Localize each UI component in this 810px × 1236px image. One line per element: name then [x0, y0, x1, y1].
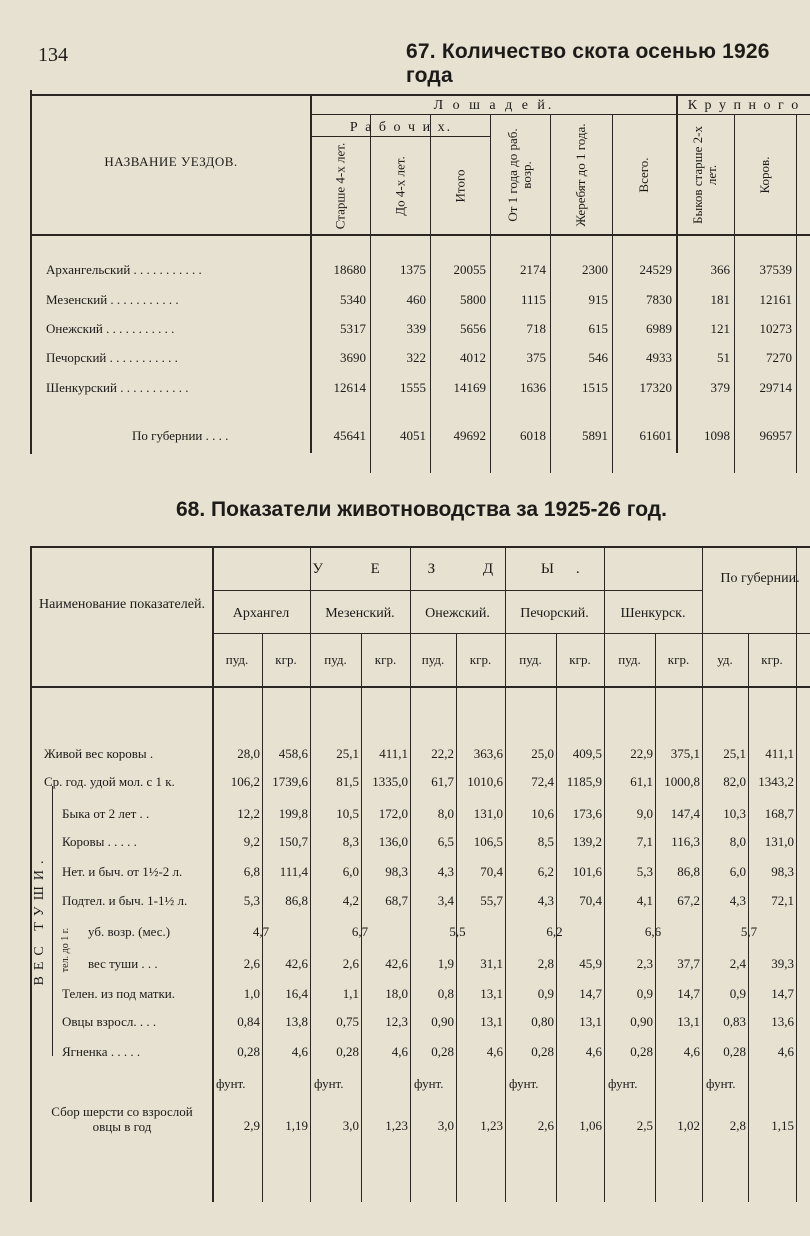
table2-funt-label: фунт. [414, 1076, 444, 1091]
table1-col-rule [490, 115, 491, 473]
table1-cell: 5340 [340, 292, 366, 307]
table2-funt-label: фунт. [314, 1076, 344, 1091]
table2-cell: 4,3 [537, 893, 554, 908]
table2-unit-header: кгр. [667, 652, 690, 667]
table1-cell: 12161 [759, 292, 792, 307]
table2-unit-header: кгр. [569, 652, 591, 667]
table2-cell: 13,1 [579, 1014, 602, 1029]
table2-cell: 2,5 [636, 1118, 653, 1133]
table2-cell: 61,7 [431, 774, 454, 789]
table2-age-cell: 5,5 [449, 924, 466, 939]
table1-cell: 2174 [520, 262, 546, 277]
table2-age-cell: 5,7 [740, 924, 758, 939]
table2-cell: 13,6 [771, 1014, 794, 1029]
table2-cell: 14,7 [579, 986, 602, 1001]
table2-row-name: Ягненка . . . . . [62, 1044, 141, 1059]
table1-cell: 1115 [520, 292, 546, 307]
table1-col-rule [612, 115, 613, 473]
table1-cell: 121 [710, 321, 730, 336]
table2-row-name: Живой вес коровы . [44, 746, 154, 761]
table2-cell: 45,9 [579, 956, 602, 971]
table2-row-name: Телен. из под матки. [62, 986, 175, 1001]
table2-side-label: ВЕС ТУШИ. [32, 854, 47, 986]
table2-cell: 5,3 [243, 893, 260, 908]
table2-cell: 2,4 [729, 956, 746, 971]
table2-cell: 458,6 [278, 746, 308, 761]
table2-cell: 1000,8 [664, 774, 700, 789]
table1-horses-header: Л о ш а д е й. [433, 98, 555, 113]
table2-unit-header: кгр. [374, 652, 397, 667]
table1-cell: 322 [406, 350, 426, 365]
table2-cell: 0,28 [237, 1044, 260, 1059]
table1-total-cell: 5891 [582, 428, 608, 443]
table2-cell: 168,7 [764, 806, 794, 821]
table1-col-header: Всего. [636, 157, 651, 193]
table2-row-name: Быка от 2 лет . . [62, 806, 150, 821]
table1-col-header: Быков старше 2-х лет. [690, 126, 719, 224]
table1-cell: 915 [588, 292, 608, 307]
table2-cell: 8,5 [537, 834, 554, 849]
table1-cell: 51 [717, 350, 730, 365]
table1-cell: 3690 [340, 350, 366, 365]
table1-total-cell: 4051 [400, 428, 426, 443]
table1-col-header: Коров. [757, 156, 772, 194]
table2-row-name: Овцы взросл. . . . [62, 1014, 157, 1029]
table2-cell: 1,06 [579, 1118, 602, 1133]
table2-cell: 411,1 [765, 746, 794, 761]
table2-cell: 6,0 [342, 864, 359, 879]
table1-col-header: До 4-х лет. [392, 155, 407, 216]
table2-cell: 1,15 [771, 1118, 794, 1133]
table2-unit-header: пуд. [618, 652, 641, 667]
table2-cell: 0,28 [630, 1044, 653, 1059]
table2-calves-label: тел. до 1 г. [60, 927, 71, 973]
table2-cell: 1343,2 [758, 774, 794, 789]
table1-cell: 17320 [639, 380, 672, 395]
table2-cell: 0,80 [531, 1014, 554, 1029]
table2-cell: 363,6 [473, 746, 503, 761]
table2-cell: 1,1 [342, 986, 359, 1001]
table2-cell: 25,0 [531, 746, 554, 761]
table2-cell: 6,2 [537, 864, 554, 879]
table2-cell: 0,90 [431, 1014, 454, 1029]
table2-cell: 12,2 [237, 806, 260, 821]
table2-cell: 3,0 [437, 1118, 454, 1133]
table1-working-header: Р а б о ч и х. [349, 120, 453, 135]
table2-cell: 4,3 [437, 864, 454, 879]
table1-cell: 1375 [400, 262, 426, 277]
table2-cell: 173,6 [572, 806, 602, 821]
table1-col-rule [734, 115, 735, 473]
table2-cell: 16,4 [285, 986, 308, 1001]
table1-col-header: От 1 года до раб. возр. [505, 128, 534, 222]
table2-group-rule [212, 590, 702, 591]
table2-funt-label: фунт. [706, 1076, 736, 1091]
table1-cell: 615 [588, 321, 608, 336]
table1-left-rule [30, 90, 32, 454]
table2-cell: 4,1 [636, 893, 653, 908]
table2-cell: 67,2 [677, 893, 700, 908]
table2-cell: 131,0 [764, 834, 794, 849]
table2-cell: 25,1 [723, 746, 746, 761]
table2-cell: 86,8 [677, 864, 700, 879]
table2-district-header: Мезенский. [325, 606, 395, 621]
table2-unit-header: пуд. [519, 652, 542, 667]
table2-cell: 172,0 [378, 806, 408, 821]
table2-cell: 106,2 [230, 774, 260, 789]
table2-cell: 199,8 [278, 806, 308, 821]
table2-cell: 150,7 [278, 834, 308, 849]
table1-cell: 718 [526, 321, 546, 336]
table2-cell: 0,9 [537, 986, 554, 1001]
table1-cell: 1555 [400, 380, 426, 395]
table2-col-rule [456, 634, 457, 1202]
table2-districts-header: У Е З Д Ы. [312, 561, 602, 577]
table1-cell: 7270 [766, 350, 792, 365]
table2-age-cell: 4,7 [252, 924, 270, 939]
table2-cell: 101,6 [572, 864, 602, 879]
table2-cell: 22,2 [431, 746, 454, 761]
table1-row-name: Онежский . . . . . . . . . . . [46, 321, 175, 336]
table2-cell: 106,5 [473, 834, 503, 849]
table2-cell: 14,7 [771, 986, 794, 1001]
table2-cell: 111,4 [279, 864, 308, 879]
table2-cell: 5,3 [636, 864, 653, 879]
table1-col-header: Жеребят до 1 года. [573, 123, 588, 227]
table2-unit-header: кгр. [469, 652, 492, 667]
table2-wool-name: Сбор шерсти со взрослой овцы в год [51, 1104, 193, 1134]
table1-cell: 181 [710, 292, 730, 307]
table1-large-header: К р у п н о г о [687, 98, 801, 113]
table2-row-name: вес туши . . . [88, 956, 158, 971]
table1-top-rule [30, 94, 810, 96]
table2-cell: 13,1 [480, 986, 503, 1001]
table2-name-header: Наименование показателей. [39, 597, 205, 612]
table2-cell: 2,6 [342, 956, 359, 971]
table2-cell: 10,5 [336, 806, 359, 821]
page-number: 134 [38, 44, 68, 66]
table2-cell: 42,6 [385, 956, 408, 971]
table2-cell: 42,6 [285, 956, 308, 971]
table2-col-rule [361, 634, 362, 1202]
table2-cell: 4,6 [391, 1044, 408, 1059]
table2-cell: 136,0 [378, 834, 408, 849]
table2-funt-label: фунт. [509, 1076, 539, 1091]
table2-district-header: Онежский. [425, 606, 490, 621]
table1-cell: 20055 [453, 262, 486, 277]
table1-cell: 1636 [520, 380, 546, 395]
table2-bracket-rule [52, 786, 53, 1056]
table1-cell: 4933 [646, 350, 672, 365]
table2-cell: 3,0 [342, 1118, 359, 1133]
table1-cell: 4012 [460, 350, 486, 365]
table2-cell: 4,6 [777, 1044, 794, 1059]
table2-cell: 0,28 [336, 1044, 359, 1059]
table2-age-cell: 6,7 [351, 924, 369, 939]
table2-cell: 411,1 [379, 746, 408, 761]
table2-cell: 9,0 [636, 806, 653, 821]
table2-cell: 4,6 [683, 1044, 700, 1059]
table1-cell: 12614 [333, 380, 366, 395]
table1-cell: 24529 [639, 262, 672, 277]
table2-unit-header: пуд. [421, 652, 445, 667]
table2-cell: 1185,9 [566, 774, 602, 789]
table2-cell: 1,23 [480, 1118, 503, 1133]
table2-cell: 131,0 [473, 806, 503, 821]
table2-age-cell: 6,2 [546, 924, 563, 939]
table2-cell: 6,8 [243, 864, 260, 879]
table2-cell: 8,3 [342, 834, 359, 849]
table2-cell: 72,4 [531, 774, 554, 789]
table1-row-name: Мезенский . . . . . . . . . . . [46, 292, 179, 307]
table1-name-header: НАЗВАНИЕ УЕЗДОВ. [104, 154, 238, 169]
table2-cell: 0,83 [723, 1014, 746, 1029]
table1-cell: 339 [406, 321, 426, 336]
table2-unit-header: уд. [717, 652, 733, 667]
table2-cell: 4,6 [291, 1044, 308, 1059]
table1-working-rule [310, 136, 490, 137]
table2-cell: 22,9 [630, 746, 653, 761]
table1-row-name: Шенкурский . . . . . . . . . . . [46, 380, 189, 395]
table1-cell: 1515 [582, 380, 608, 395]
table2-cell: 72,1 [771, 893, 794, 908]
table2-district-rule [212, 633, 810, 634]
table2-header-rule [30, 686, 810, 688]
table2-cell: 1739,6 [272, 774, 308, 789]
table2-cell: 6,0 [729, 864, 746, 879]
table2-col-rule [262, 634, 263, 1202]
table2-cell: 13,1 [480, 1014, 503, 1029]
table1-cell: 2300 [582, 262, 608, 277]
table2-col-rule [796, 548, 797, 1202]
table1-total-cell: 61601 [639, 428, 672, 443]
table2-cell: 81,5 [336, 774, 359, 789]
table2-district-header: Шенкурск. [620, 606, 686, 621]
table1-total-cell: 6018 [520, 428, 546, 443]
table2-col-rule [556, 634, 557, 1202]
table1-header-rule [30, 234, 810, 236]
table2-cell: 375,1 [670, 746, 700, 761]
table2-cell: 4,2 [342, 893, 359, 908]
table1-col-header: Старше 4-х лет. [332, 142, 347, 229]
table2-cell: 0,84 [237, 1014, 260, 1029]
table1-row-name: Печорский . . . . . . . . . . . [46, 350, 178, 365]
table1-cell: 18680 [333, 262, 366, 277]
table2-cell: 10,6 [531, 806, 554, 821]
table2-cell: 2,6 [537, 1118, 554, 1133]
table1-col-rule [430, 115, 431, 473]
table2-cell: 2,9 [243, 1118, 260, 1133]
table2-row-name: Коровы . . . . . [62, 834, 137, 849]
table2-cell: 2,8 [729, 1118, 746, 1133]
table1-cell: 379 [710, 380, 730, 395]
table1-total-cell: 1098 [704, 428, 730, 443]
table2-cell: 4,6 [486, 1044, 503, 1059]
table1-total-cell: 45641 [333, 428, 366, 443]
table2-row-name: уб. возр. (мес.) [88, 924, 171, 939]
table2-cell: 147,4 [670, 806, 700, 821]
table2-cell: 37,7 [677, 956, 700, 971]
table2-cell: 2,3 [636, 956, 653, 971]
table1-col-rule [550, 115, 551, 473]
table2-cell: 6,5 [437, 834, 454, 849]
table2-age-cell: 6,6 [644, 924, 662, 939]
table2-cell: 116,3 [671, 834, 700, 849]
table2-cell: 12,3 [385, 1014, 408, 1029]
table2-cell: 3,4 [437, 893, 454, 908]
table1-cell: 5800 [460, 292, 486, 307]
table2-cell: 1335,0 [372, 774, 408, 789]
table2-title: 68. Показатели животноводства за 1925-26 год. [176, 498, 667, 521]
table2-cell: 68,7 [385, 893, 408, 908]
table2-cell: 409,5 [572, 746, 602, 761]
table2-cell: 1,19 [285, 1118, 308, 1133]
table2-cell: 2,6 [243, 956, 260, 971]
table1-cell: 546 [588, 350, 608, 365]
table2-cell: 0,28 [723, 1044, 746, 1059]
table2-cell: 7,1 [636, 834, 653, 849]
table2-cell: 0,90 [630, 1014, 653, 1029]
table2-cell: 98,3 [385, 864, 408, 879]
table2-cell: 10,3 [723, 806, 746, 821]
table2-cell: 4,6 [585, 1044, 602, 1059]
table2-cell: 18,0 [385, 986, 408, 1001]
table1-cell: 6989 [646, 321, 672, 336]
table2-cell: 14,7 [677, 986, 700, 1001]
table2-cell: 4,3 [729, 893, 746, 908]
table2-unit-header: кгр. [761, 652, 783, 667]
table2-cell: 70,4 [480, 864, 503, 879]
table2-cell: 1,23 [385, 1118, 408, 1133]
table1-cell: 366 [710, 262, 730, 277]
table2-cell: 8,0 [437, 806, 454, 821]
table2-cell: 39,3 [771, 956, 794, 971]
table2-row-name: Подтел. и быч. 1-1½ л. [62, 893, 188, 908]
table2-cell: 1,0 [243, 986, 260, 1001]
table2-col-rule [748, 634, 749, 1202]
table2-unit-header: кгр. [275, 652, 297, 667]
table2-cell: 31,1 [480, 956, 503, 971]
table2-funt-label: фунт. [608, 1076, 638, 1091]
table2-funt-label: фунт. [216, 1076, 246, 1091]
table2-cell: 13,1 [677, 1014, 700, 1029]
table2-cell: 86,8 [285, 893, 308, 908]
table2-cell: 98,3 [771, 864, 794, 879]
table2-cell: 139,2 [572, 834, 602, 849]
table1-title: 67. Количество скота осенью 1926 года [406, 40, 770, 87]
table1-total-cell: 96957 [759, 428, 792, 443]
table2-cell: 82,0 [723, 774, 746, 789]
table1-cell: 29714 [759, 380, 792, 395]
table1-row-name: Архангельский . . . . . . . . . . . [46, 262, 202, 277]
table1-cell: 460 [406, 292, 426, 307]
table2-cell: 9,2 [243, 834, 260, 849]
table2-top-rule [30, 546, 810, 548]
table1-col-rule [796, 115, 797, 473]
table2-cell: 8,0 [729, 834, 746, 849]
table2-district-header: Архангел [232, 606, 290, 621]
table2-cell: 0,75 [336, 1014, 359, 1029]
table2-total-header: По губернии. [720, 571, 800, 586]
table2-cell: 0,8 [437, 986, 454, 1001]
table2-cell: 0,9 [636, 986, 653, 1001]
table2-unit-header: пуд. [225, 652, 249, 667]
table1-cell: 375 [526, 350, 546, 365]
table1-cell: 10273 [759, 321, 792, 336]
table1-cell: 37539 [759, 262, 792, 277]
table1-cell: 7830 [646, 292, 672, 307]
table2-unit-header: пуд. [324, 652, 347, 667]
table2-row-name: Нет. и быч. от 1½-2 л. [62, 864, 183, 879]
table2-cell: 0,28 [531, 1044, 554, 1059]
table2-cell: 1010,6 [467, 774, 503, 789]
table2-cell: 55,7 [480, 893, 503, 908]
table1-cell: 5317 [340, 321, 366, 336]
table2-cell: 70,4 [579, 893, 602, 908]
table2-cell: 2,8 [537, 956, 554, 971]
table1-group-rule [310, 114, 810, 115]
table1-cell: 5656 [460, 321, 486, 336]
table2-cell: 25,1 [336, 746, 359, 761]
table2-cell: 61,1 [630, 774, 653, 789]
table2-cell: 13,8 [285, 1014, 308, 1029]
table2-district-header: Печорский. [520, 606, 589, 621]
table1-total-cell: 49692 [453, 428, 486, 443]
table2-cell: 1,9 [437, 956, 454, 971]
table2-col-rule [655, 634, 656, 1202]
table1-col-rule [370, 115, 371, 473]
table1-total-name: По губернии . . . . [132, 428, 229, 443]
table1-col-header: Итого [452, 169, 467, 202]
table2-cell: 28,0 [237, 746, 260, 761]
table2-cell: 0,9 [729, 986, 746, 1001]
table2-row-name: Ср. год. удой мол. с 1 к. [44, 774, 175, 789]
table2-cell: 0,28 [431, 1044, 454, 1059]
table2-cell: 1,02 [677, 1118, 700, 1133]
table1-cell: 14169 [453, 380, 486, 395]
